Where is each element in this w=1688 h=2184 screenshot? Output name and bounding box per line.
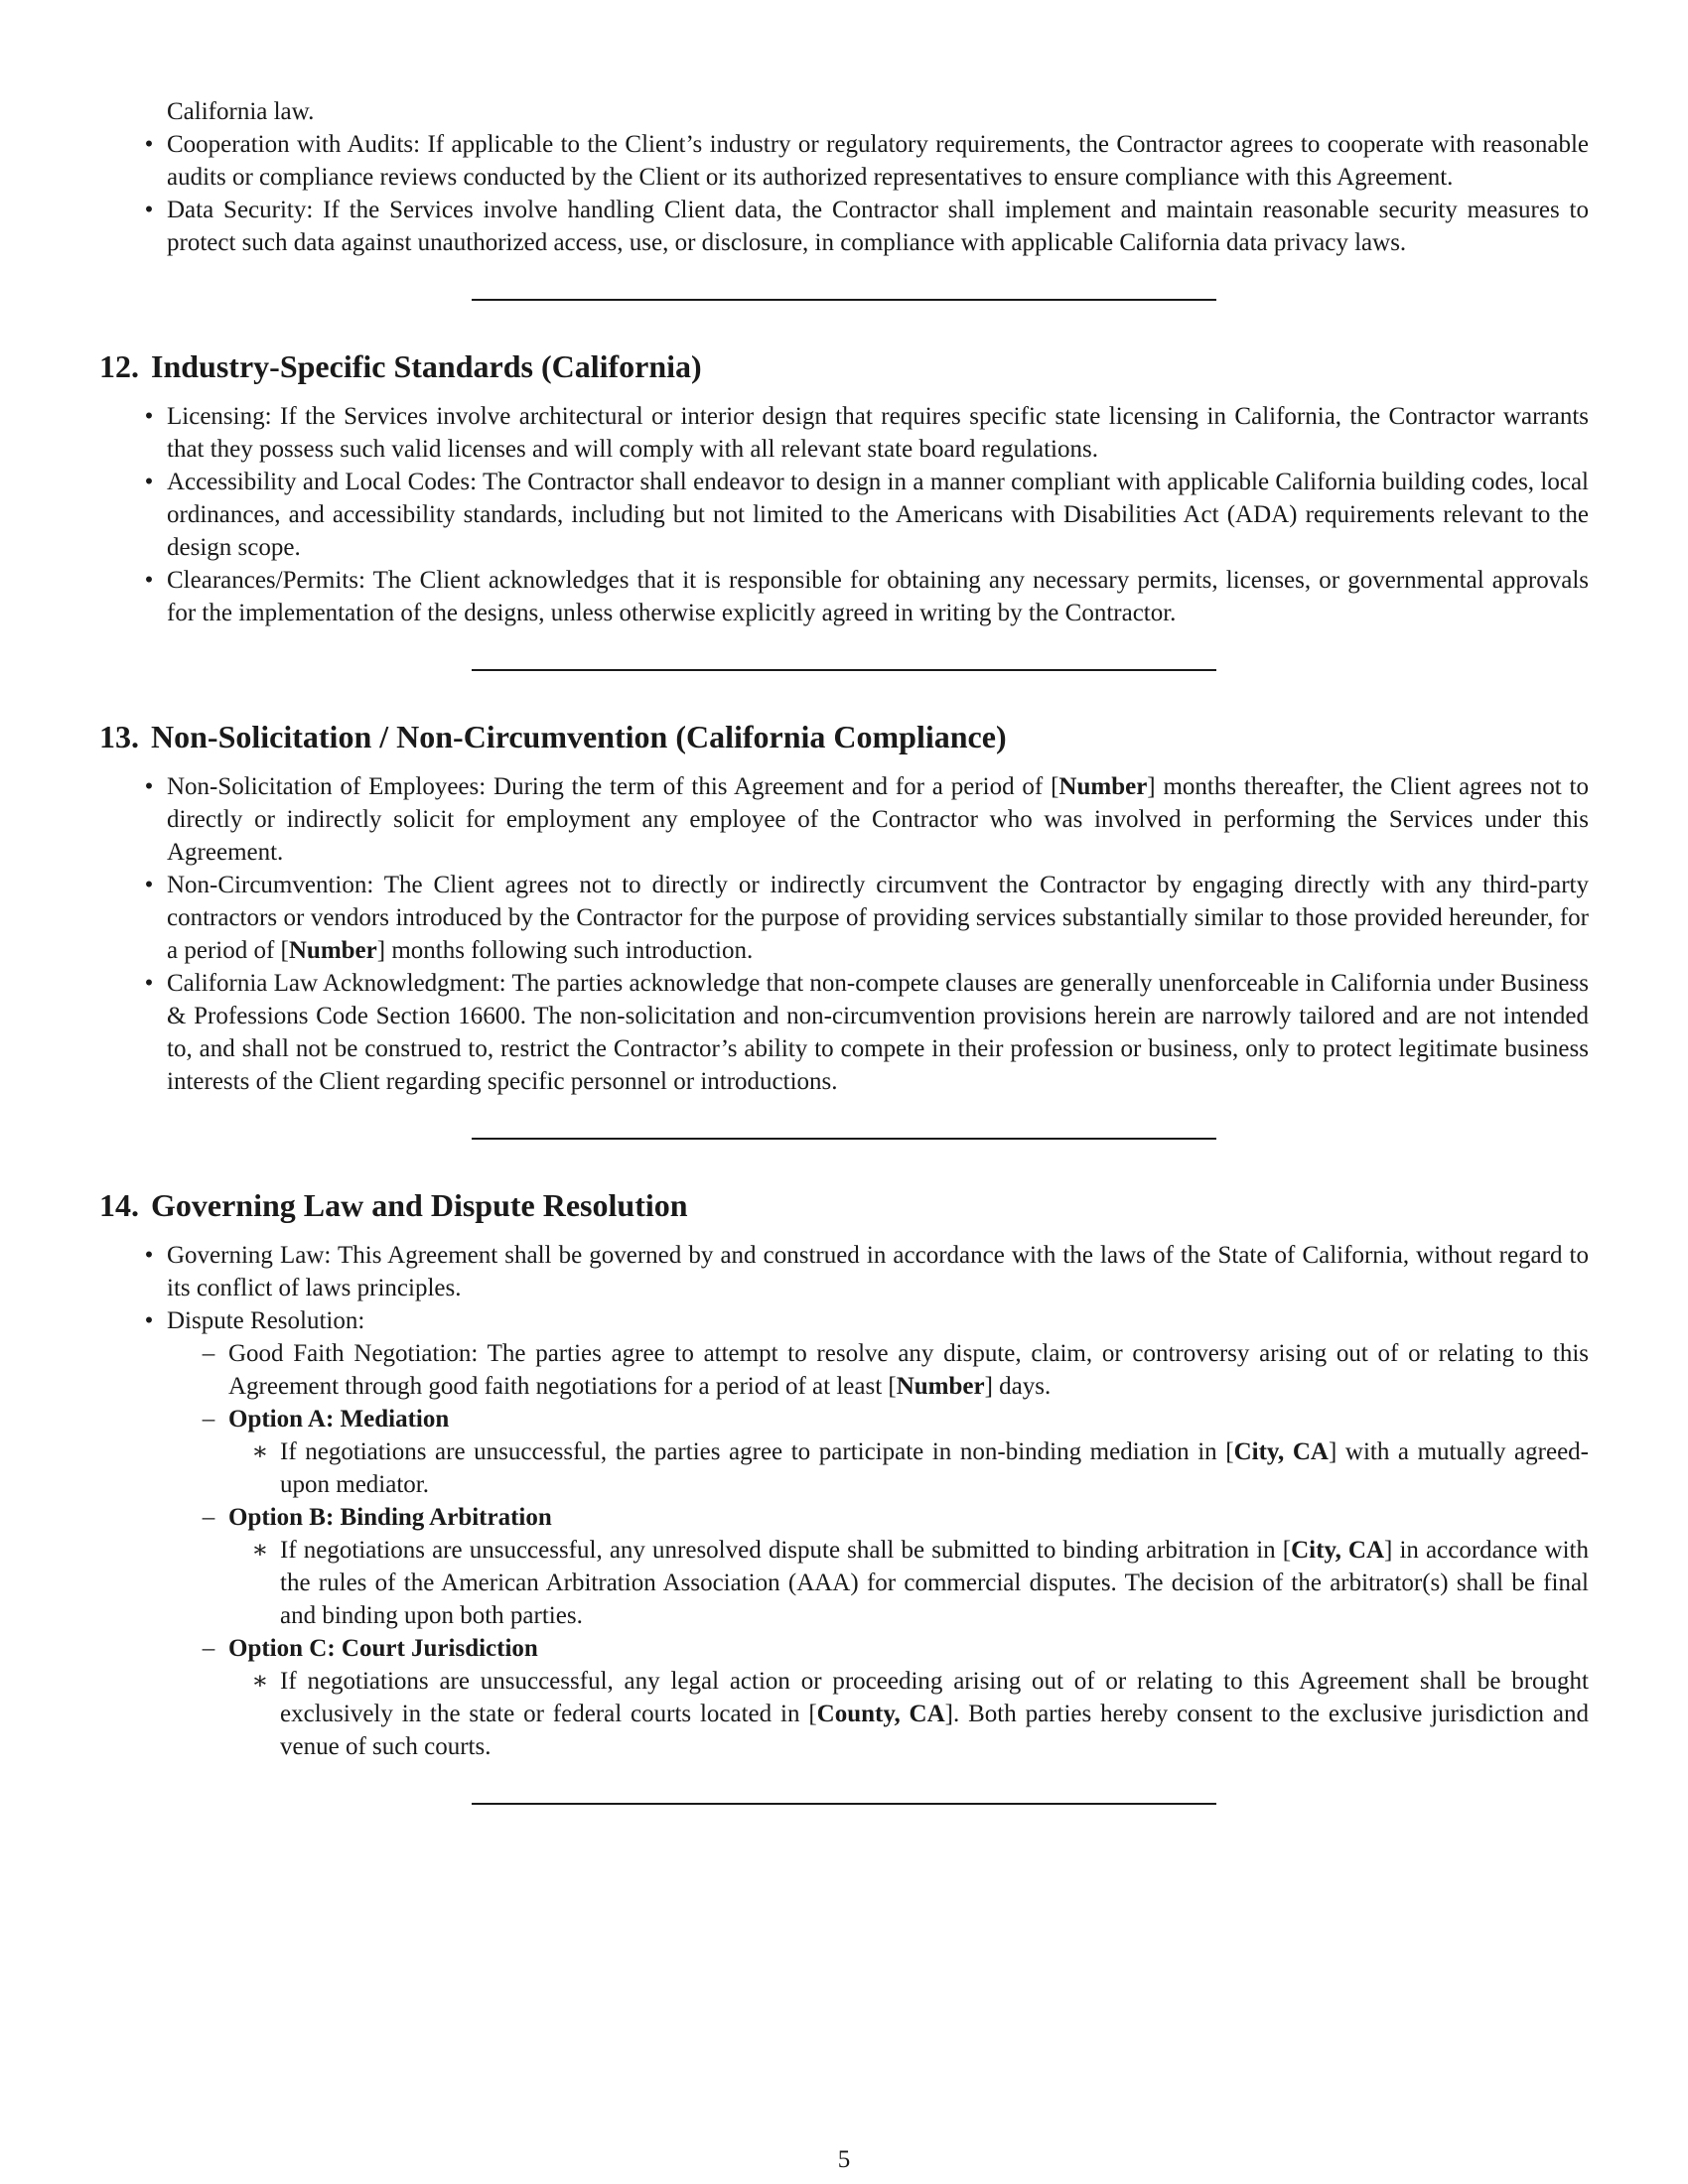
- sublist-item: [167, 1403, 1589, 1501]
- placeholder-number: Number: [288, 937, 377, 964]
- section-divider: [472, 1803, 1216, 1805]
- sublist-item: [167, 1632, 1589, 1763]
- option-a-text: ] with a mutually agreed-upon mediator.: [280, 1438, 1589, 1498]
- bullet-icon: •: [144, 567, 154, 594]
- bullet-icon: •: [144, 197, 154, 223]
- section-heading-12: [99, 346, 1589, 386]
- list-item: [99, 967, 1589, 1098]
- section-divider: [472, 669, 1216, 671]
- sub-sublist-item: [228, 1665, 1589, 1763]
- list-item: [99, 128, 1589, 194]
- list-item-text: Non-Circumvention: The Client agrees not to directly or indirectly circumvent the Contractor by engaging directly with any third-party contractors or vendors introduced by the Contractor for the purpose of providing services substantially similar to those provided hereunder, for a period of [: [167, 872, 1589, 964]
- section-number: 14.: [99, 1187, 139, 1223]
- section-title-text: Non-Solicitation / Non-Circumvention (California Compliance): [151, 719, 1007, 754]
- dash-icon: –: [202, 1406, 215, 1433]
- option-a-sublist: [228, 1435, 1589, 1501]
- list-item: [99, 869, 1589, 967]
- section-title-text: Governing Law and Dispute Resolution: [151, 1187, 688, 1223]
- option-c-sublist: [228, 1665, 1589, 1763]
- placeholder-number: Number: [896, 1373, 985, 1400]
- list-item: [99, 95, 1589, 128]
- dispute-sublist: [167, 1337, 1589, 1763]
- list-item-text: California law.: [167, 98, 315, 125]
- section-12-list: [99, 400, 1589, 629]
- section-heading-13: [99, 717, 1589, 756]
- dash-icon: –: [202, 1340, 215, 1367]
- page-number: 5: [837, 2146, 851, 2173]
- option-c-label: Option C: Court Jurisdiction: [228, 1635, 538, 1662]
- list-item-text: Accessibility and Local Codes: The Contractor shall endeavor to design in a manner compliant with applicable California building codes, local ordinances, and accessibility standards, including but not limited to the Americans with Disabilities Act (ADA) requirements relevant to the design scope.: [167, 469, 1589, 561]
- section-divider: [472, 299, 1216, 301]
- bullet-icon: •: [144, 1242, 154, 1269]
- option-b-text: If negotiations are unsuccessful, any unresolved dispute shall be submitted to binding arbitration in [: [280, 1537, 1292, 1564]
- section-number: 12.: [99, 348, 139, 384]
- section-heading-14: [99, 1185, 1589, 1225]
- bullet-icon: •: [144, 403, 154, 430]
- placeholder-county: County, CA: [816, 1701, 945, 1727]
- placeholder-city: City, CA: [1233, 1438, 1329, 1465]
- list-item-text: ] months following such introduction.: [376, 937, 754, 964]
- sublist-item: [167, 1337, 1589, 1403]
- list-item: [99, 466, 1589, 564]
- section-13-list: [99, 770, 1589, 1098]
- list-item-text: Cooperation with Audits: If applicable to the Client’s industry or regulatory requirements, the Contractor agrees to cooperate with reasonable audits or compliance reviews conducted by the Client or its authorized representatives to ensure compliance with this Agreement.: [167, 131, 1589, 191]
- list-item: [99, 400, 1589, 466]
- list-item: [99, 1304, 1589, 1763]
- bullet-icon: •: [144, 131, 154, 158]
- list-item-text: Licensing: If the Services involve architectural or interior design that requires specific state licensing in California, the Contractor warrants that they possess such valid licenses and will comply with all relevant state board regulations.: [167, 403, 1589, 463]
- sub-sublist-item: [228, 1435, 1589, 1501]
- dash-icon: –: [202, 1504, 215, 1531]
- bullet-icon: •: [144, 872, 154, 898]
- list-item: [99, 564, 1589, 629]
- section-number: 13.: [99, 719, 139, 754]
- option-b-text: ] in accordance with the rules of the American Arbitration Association (AAA) for commercial disputes. The decision of the arbitrator(s) shall be final and binding upon both parties.: [280, 1537, 1590, 1629]
- dash-icon: –: [202, 1635, 215, 1662]
- list-item-text: Clearances/Permits: The Client acknowledges that it is responsible for obtaining any necessary permits, licenses, or governmental approvals for the implementation of the designs, unless otherwise explicitly agreed in writing by the Contractor.: [167, 567, 1589, 626]
- section-divider: [472, 1138, 1216, 1140]
- good-faith-text: Good Faith Negotiation: The parties agree to attempt to resolve any dispute, claim, or controversy arising out of or relating to this Agreement through good faith negotiations for a period of at least [: [228, 1340, 1589, 1400]
- option-a-text: If negotiations are unsuccessful, the parties agree to participate in non-binding mediation in [: [280, 1438, 1234, 1465]
- list-item: [99, 770, 1589, 869]
- option-c-text: ]. Both parties hereby consent to the exclusive jurisdiction and venue of such courts.: [280, 1701, 1589, 1760]
- intro-list: [99, 95, 1589, 259]
- option-b-label: Option B: Binding Arbitration: [228, 1504, 552, 1531]
- dispute-resolution-label: Dispute Resolution:: [167, 1307, 365, 1334]
- option-b-sublist: [228, 1534, 1589, 1632]
- asterisk-icon: ∗: [251, 1438, 269, 1465]
- placeholder-number: Number: [1058, 773, 1148, 800]
- governing-law-text: Governing Law: This Agreement shall be governed by and construed in accordance with the laws of the State of California, without regard to its conflict of laws principles.: [167, 1242, 1589, 1301]
- asterisk-icon: ∗: [251, 1537, 269, 1564]
- asterisk-icon: ∗: [251, 1668, 269, 1695]
- sub-sublist-item: [228, 1534, 1589, 1632]
- bullet-icon: •: [144, 773, 154, 800]
- good-faith-text: ] days.: [984, 1373, 1052, 1400]
- list-item-text: ] months thereafter, the Client agrees not to directly or indirectly solicit for employment any employee of the Contractor who was involved in performing the Services under this Agreement.: [167, 773, 1589, 866]
- list-item-text: California Law Acknowledgment: The parties acknowledge that non-compete clauses are generally unenforceable in California under Business & Professions Code Section 16600. The non-solicitation and non-circumvention provisions herein are narrowly tailored and are not intended to, and shall not be construed to, restrict the Contractor’s ability to compete in their profession or business, only to protect legitimate business interests of the Client regarding specific personnel or introductions.: [167, 970, 1589, 1095]
- list-item-text: Non-Solicitation of Employees: During the term of this Agreement and for a period of [: [167, 773, 1059, 800]
- option-a-label: Option A: Mediation: [228, 1406, 450, 1433]
- bullet-icon: •: [144, 970, 154, 997]
- section-title-text: Industry-Specific Standards (California): [151, 348, 702, 384]
- placeholder-city: City, CA: [1291, 1537, 1385, 1564]
- section-14-list: [99, 1239, 1589, 1763]
- document-body: [99, 95, 1589, 1805]
- bullet-icon: •: [144, 469, 154, 495]
- list-item: [99, 194, 1589, 259]
- list-item-text: Data Security: If the Services involve handling Client data, the Contractor shall implement and maintain reasonable security measures to protect such data against unauthorized access, use, or disclosure, in compliance with applicable California data privacy laws.: [167, 197, 1589, 256]
- sublist-item: [167, 1501, 1589, 1632]
- bullet-icon: •: [144, 1307, 154, 1334]
- list-item: [99, 1239, 1589, 1304]
- option-c-text: If negotiations are unsuccessful, any legal action or proceeding arising out of or relating to this Agreement shall be brought exclusively in the state or federal courts located in [: [280, 1668, 1589, 1727]
